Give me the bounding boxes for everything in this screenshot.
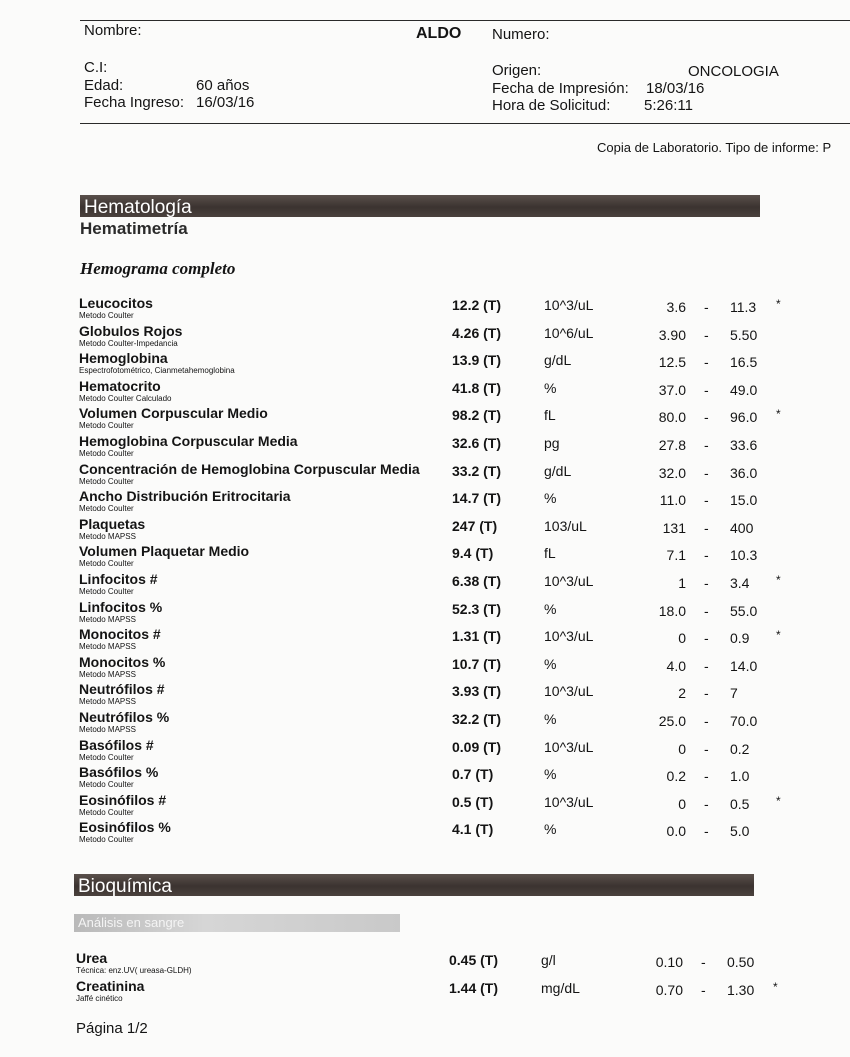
ref-dash: -	[704, 768, 709, 785]
test-method: Metodo MAPSS	[79, 642, 136, 652]
test-result: 13.9 (T)	[452, 352, 502, 369]
numero-label: Numero:	[492, 26, 550, 43]
ref-dash: -	[704, 823, 709, 840]
test-result: 10.7 (T)	[452, 655, 502, 672]
ref-high: 0.5	[730, 795, 750, 812]
ref-high: 49.0	[730, 381, 758, 398]
test-method: Metodo Coulter	[79, 835, 134, 845]
table-row	[0, 350, 850, 378]
test-unit: pg	[544, 435, 560, 451]
test-method: Metodo Coulter-Impedancia	[79, 338, 178, 348]
test-method: Metodo MAPSS	[79, 531, 136, 541]
fecha-impresion-label: Fecha de Impresión:	[492, 80, 629, 97]
test-unit: %	[544, 490, 557, 507]
ref-high: 70.0	[730, 713, 758, 729]
header-bottom-rule	[80, 123, 850, 124]
test-result: 0.5 (T)	[452, 793, 494, 810]
test-method: Metodo Coulter	[79, 780, 134, 790]
test-unit: %	[544, 655, 557, 672]
test-result: 4.1 (T)	[452, 821, 494, 838]
test-method: Espectrofotométrico, Cianmetahemoglobina	[79, 366, 235, 376]
ref-dash: -	[704, 713, 709, 729]
table-row	[0, 543, 850, 571]
test-result: 0.7 (T)	[452, 766, 494, 783]
test-name: Plaquetas	[79, 515, 146, 532]
test-name: Creatinina	[76, 977, 145, 994]
test-result: 98.2 (T)	[452, 407, 502, 424]
ref-dash: -	[704, 437, 709, 453]
table-row	[0, 764, 850, 792]
fecha-ingreso-label: Fecha Ingreso:	[84, 94, 185, 111]
fecha-impresion-value: 18/03/16	[646, 80, 705, 97]
ref-low: 12.5	[658, 354, 686, 371]
ref-high: 96.0	[730, 409, 758, 426]
ref-low: 25.0	[658, 713, 686, 729]
test-result: 14.7 (T)	[452, 490, 502, 507]
ref-low: 4.0	[666, 657, 686, 674]
ref-low: 131	[662, 519, 686, 536]
abnormal-flag: *	[776, 628, 781, 643]
table-row	[0, 571, 850, 599]
ref-dash: -	[704, 740, 709, 757]
table-row	[0, 709, 850, 737]
ref-low: 0.2	[666, 768, 686, 785]
test-method: Metodo MAPSS	[79, 725, 136, 734]
ref-dash: -	[704, 795, 709, 812]
test-name: Neutrófilos %	[79, 709, 170, 725]
ref-low: 0	[678, 795, 686, 812]
test-name: Urea	[76, 950, 108, 966]
fecha-ingreso-value: 16/03/16	[196, 94, 255, 111]
test-unit: 10^3/uL	[544, 573, 594, 589]
test-method: Metodo Coulter	[79, 311, 134, 320]
ref-low: 0	[678, 740, 686, 757]
test-unit: %	[544, 821, 557, 838]
test-method: Metodo MAPSS	[79, 669, 136, 679]
test-unit: mg/dL	[541, 979, 580, 996]
test-name: Volumen Plaquetar Medio	[79, 543, 250, 560]
ref-high: 400	[730, 519, 754, 536]
ref-dash: -	[704, 685, 709, 702]
patient-name: ALDO	[416, 25, 462, 42]
test-unit: 10^3/uL	[544, 628, 594, 645]
test-unit: 10^3/uL	[544, 793, 594, 810]
abnormal-flag: *	[776, 407, 781, 422]
test-unit: %	[544, 766, 557, 783]
ref-high: 36.0	[730, 464, 758, 481]
ref-low: 37.0	[658, 381, 686, 398]
test-name: Hemoglobina Corpuscular Media	[79, 433, 298, 449]
ref-high: 7	[730, 685, 738, 702]
ref-low: 3.90	[658, 326, 686, 343]
edad-label: Edad:	[84, 77, 124, 94]
table-row	[0, 978, 847, 1006]
table-row	[0, 737, 850, 765]
ref-low: 18.0	[658, 602, 686, 619]
ref-high: 1.30	[727, 981, 755, 998]
test-name: Ancho Distribución Eritrocitaria	[79, 488, 291, 505]
test-method: Metodo Coulter	[79, 421, 134, 431]
ref-low: 3.6	[666, 299, 686, 315]
test-name: Eosinófilos #	[79, 791, 167, 808]
subsection-title-hematimetria: Hematimetría	[80, 219, 188, 238]
ref-low: 1	[678, 575, 686, 591]
test-result: 3.93 (T)	[452, 683, 502, 700]
test-result: 12.2 (T)	[452, 297, 502, 313]
test-name: Linfocitos #	[79, 571, 158, 587]
origen-value: ONCOLOGIA	[688, 63, 779, 80]
test-method: Técnica: enz.UV( ureasa-GLDH)	[76, 966, 192, 975]
test-name: Basófilos #	[79, 736, 154, 753]
abnormal-flag: *	[776, 793, 781, 808]
table-row	[0, 626, 850, 654]
test-unit: 10^3/uL	[544, 738, 594, 755]
test-unit: 103/uL	[544, 517, 587, 534]
ref-high: 1.0	[730, 768, 750, 785]
test-name: Linfocitos %	[79, 598, 163, 615]
section-bar-hematologia: Hematología	[80, 195, 760, 217]
test-method: Metodo Coulter	[79, 449, 134, 458]
ref-high: 15.0	[730, 492, 758, 509]
table-row	[0, 488, 850, 516]
test-result: 6.38 (T)	[452, 573, 502, 589]
test-result: 4.26 (T)	[452, 324, 502, 341]
test-method: Jaffé cinético	[76, 993, 123, 1003]
test-unit: g/dL	[544, 352, 572, 369]
table-row	[0, 433, 850, 461]
table-row	[0, 405, 850, 433]
test-result: 0.45 (T)	[449, 952, 499, 968]
test-name: Leucocitos	[79, 295, 153, 311]
table-row	[0, 295, 850, 323]
ref-dash: -	[704, 326, 709, 343]
test-method: Metodo Coulter	[79, 752, 134, 762]
page-number: Página 1/2	[76, 1020, 148, 1037]
ref-high: 5.50	[730, 326, 758, 343]
abnormal-flag: *	[776, 573, 781, 587]
table-row	[0, 792, 850, 820]
ref-high: 33.6	[730, 437, 758, 453]
ref-low: 0	[678, 630, 686, 647]
ref-dash: -	[704, 354, 709, 371]
ref-dash: -	[704, 602, 709, 619]
test-method: Metodo MAPSS	[79, 614, 136, 624]
hora-solicitud-label: Hora de Solicitud:	[492, 97, 611, 114]
ref-high: 14.0	[730, 657, 758, 674]
ref-high: 16.5	[730, 354, 758, 371]
table-row	[0, 461, 850, 489]
table-row	[0, 599, 850, 627]
test-name: Basófilos %	[79, 764, 159, 781]
ref-dash: -	[704, 575, 709, 591]
ref-high: 10.3	[730, 547, 758, 564]
ref-dash: -	[704, 657, 709, 674]
ref-dash: -	[704, 299, 709, 315]
ref-dash: -	[704, 547, 709, 564]
test-name: Hemoglobina	[79, 350, 168, 367]
test-method: Metodo Coulter	[79, 587, 134, 596]
test-name: Monocitos #	[79, 626, 161, 643]
ref-dash: -	[704, 464, 709, 481]
ref-high: 0.50	[727, 954, 755, 970]
test-result: 1.31 (T)	[452, 628, 502, 645]
ref-high: 3.4	[730, 575, 750, 591]
table-row	[0, 516, 850, 544]
test-result: 9.4 (T)	[452, 545, 494, 562]
ref-low: 2	[678, 685, 686, 702]
test-result: 0.09 (T)	[452, 738, 502, 755]
test-result: 1.44 (T)	[449, 979, 499, 996]
ref-low: 80.0	[658, 409, 686, 426]
nombre-label: Nombre:	[84, 22, 142, 39]
test-name: Volumen Corpuscular Medio	[79, 405, 268, 422]
test-name: Eosinófilos %	[79, 819, 171, 836]
test-unit: g/l	[541, 952, 556, 968]
test-result: 32.2 (T)	[452, 711, 502, 727]
test-method: Metodo Coulter	[79, 476, 134, 486]
ref-high: 5.0	[730, 823, 750, 840]
ref-dash: -	[704, 630, 709, 647]
test-result: 52.3 (T)	[452, 600, 502, 617]
test-name: Monocitos %	[79, 653, 166, 670]
ref-dash: -	[704, 519, 709, 536]
test-method: Metodo MAPSS	[79, 697, 136, 707]
test-name: Neutrófilos #	[79, 681, 165, 698]
ref-low: 0.0	[666, 823, 686, 840]
test-result: 33.2 (T)	[452, 462, 502, 479]
table-row	[0, 654, 850, 682]
test-result: 247 (T)	[452, 517, 498, 534]
ci-label: C.I:	[84, 59, 108, 76]
test-name: Globulos Rojos	[79, 322, 183, 339]
test-method: Metodo Coulter	[79, 559, 134, 569]
test-method: Metodo Coulter	[79, 504, 134, 514]
analysis-bar-sangre: Análisis en sangre	[74, 914, 400, 932]
test-name: Hematocrito	[79, 377, 161, 394]
edad-value: 60 años	[196, 77, 250, 94]
panel-title-hemograma: Hemograma completo	[80, 259, 236, 278]
test-unit: %	[544, 711, 557, 727]
origen-label: Origen:	[492, 62, 542, 79]
test-unit: fL	[544, 407, 556, 424]
ref-dash: -	[704, 492, 709, 509]
ref-low: 11.0	[659, 492, 686, 509]
test-unit: %	[544, 379, 557, 396]
ref-low: 7.1	[666, 547, 686, 564]
section-bar-bioquimica: Bioquímica	[74, 874, 754, 896]
ref-low: 0.10	[655, 954, 683, 970]
table-row	[0, 323, 850, 351]
table-row	[0, 681, 850, 709]
test-unit: fL	[544, 545, 556, 562]
test-unit: %	[544, 600, 557, 617]
table-row	[0, 950, 847, 978]
table-row	[0, 819, 850, 847]
abnormal-flag: *	[773, 979, 778, 994]
header-top-rule	[80, 20, 850, 21]
table-row	[0, 378, 850, 406]
test-unit: 10^3/uL	[544, 683, 594, 700]
ref-high: 11.3	[730, 299, 757, 315]
ref-dash: -	[704, 409, 709, 426]
ref-dash: -	[701, 981, 706, 998]
test-name: Concentración de Hemoglobina Corpuscular Media	[79, 460, 420, 477]
test-result: 32.6 (T)	[452, 435, 502, 451]
ref-high: 55.0	[730, 602, 758, 619]
test-unit: 10^6/uL	[544, 324, 594, 341]
ref-high: 0.9	[730, 630, 750, 647]
hora-solicitud-value: 5:26:11	[644, 97, 693, 114]
ref-low: 27.8	[658, 437, 686, 453]
ref-high: 0.2	[730, 740, 750, 757]
abnormal-flag: *	[776, 297, 781, 311]
ref-low: 0.70	[655, 981, 683, 998]
test-method: Metodo Coulter Calculado	[79, 393, 172, 403]
test-unit: 10^3/uL	[544, 297, 594, 313]
copy-note: Copia de Laboratorio. Tipo de informe: P	[597, 140, 832, 155]
ref-low: 32.0	[658, 464, 686, 481]
ref-dash: -	[704, 381, 709, 398]
ref-dash: -	[701, 954, 706, 970]
test-unit: g/dL	[544, 462, 572, 479]
test-method: Metodo Coulter	[79, 807, 134, 817]
test-result: 41.8 (T)	[452, 379, 502, 396]
